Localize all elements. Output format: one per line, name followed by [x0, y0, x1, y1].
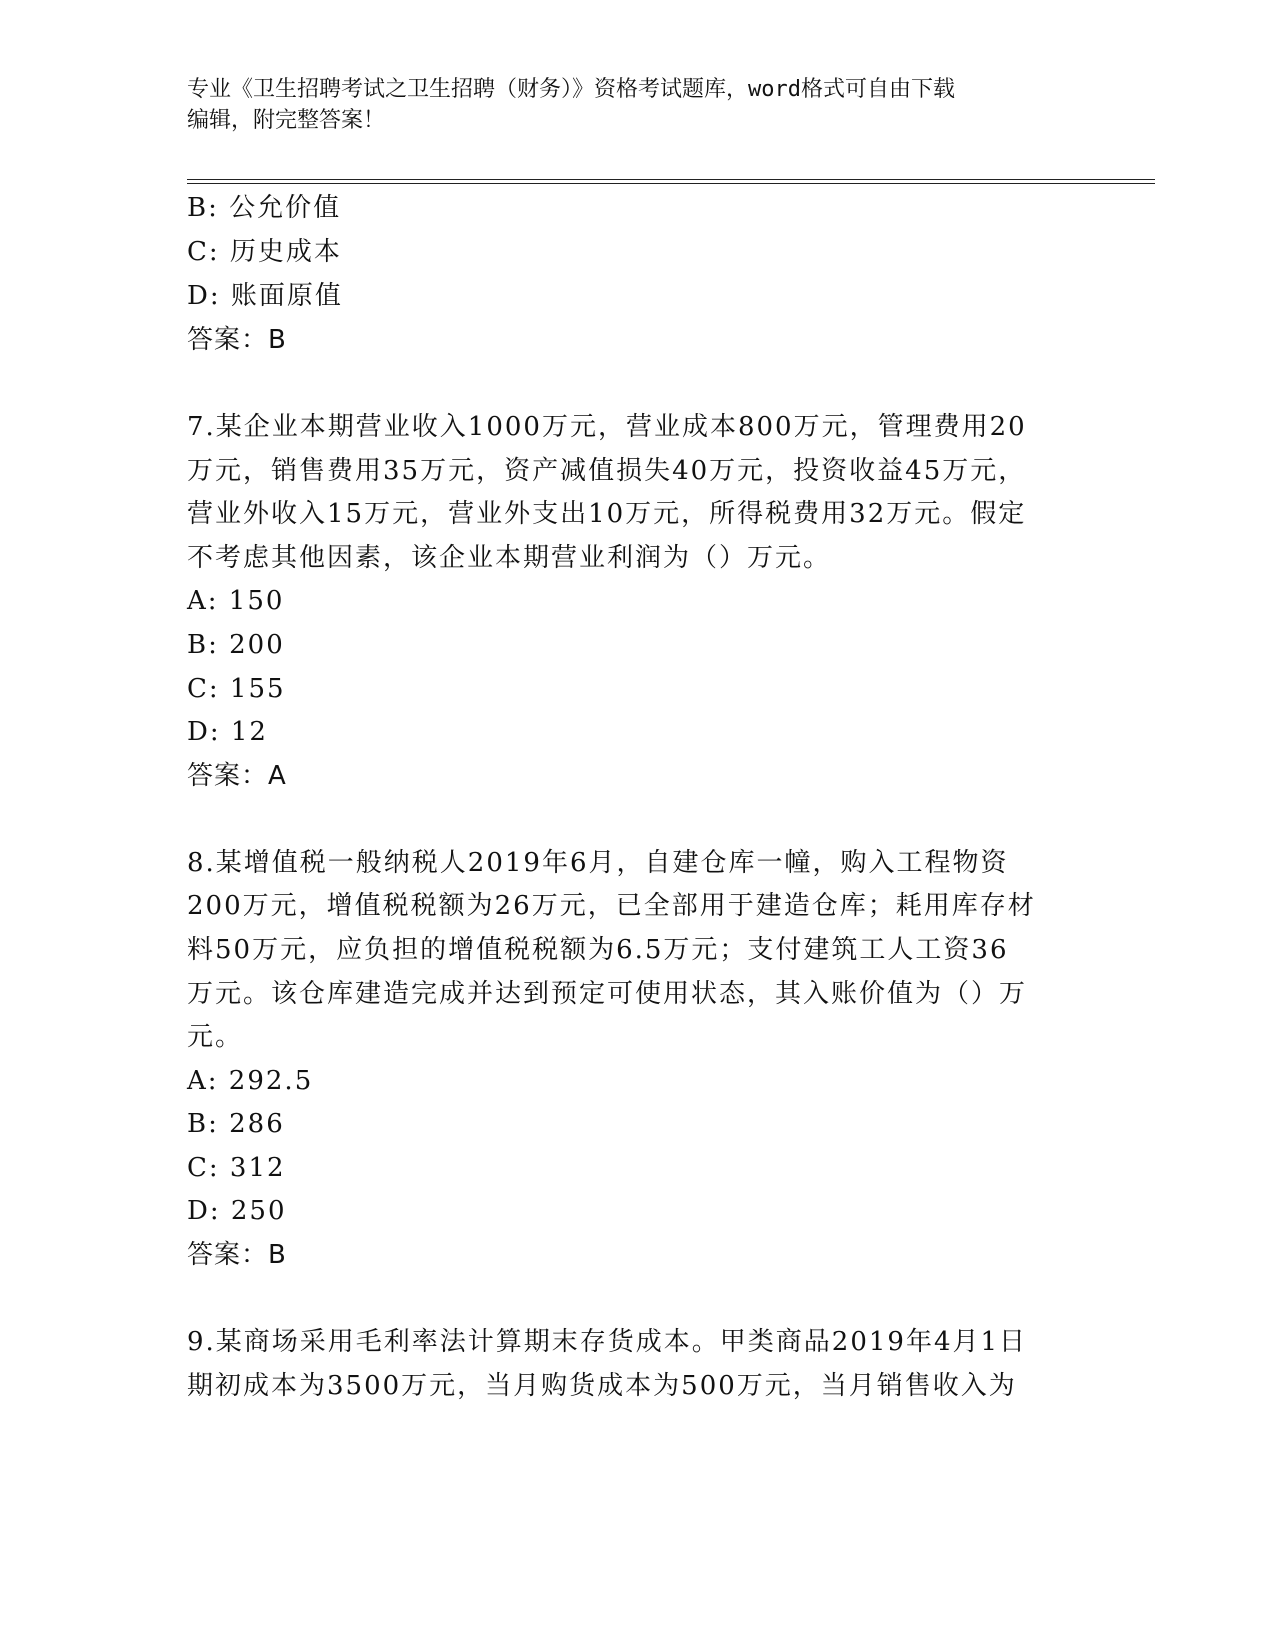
header-divider-top — [187, 179, 1155, 180]
q8-option-b: B: 286 — [187, 1109, 285, 1139]
q8-text-line-1: 8.某增值税一般纳税人2019年6月，自建仓库一幢，购入工程物资 — [187, 848, 1009, 878]
q7-option-b: B: 200 — [187, 630, 285, 660]
q6-option-b: B: 公允价值 — [187, 193, 342, 223]
q8-text-line-3: 料50万元，应负担的增值税税额为6.5万元；支付建筑工人工资36 — [187, 935, 1009, 965]
q8-text-line-4: 万元。该仓库建造完成并达到预定可使用状态，其入账价值为（）万 — [187, 979, 1028, 1009]
q8-option-c: C: 312 — [187, 1153, 286, 1183]
q8-option-a: A: 292.5 — [187, 1066, 314, 1096]
q8-answer: 答案：B — [187, 1240, 287, 1270]
q6-option-d: D: 账面原值 — [187, 281, 343, 311]
q7-text-line-4: 不考虑其他因素，该企业本期营业利润为（）万元。 — [187, 543, 832, 573]
q7-option-a: A: 150 — [187, 586, 285, 616]
q8-text-line-2: 200万元，增值税税额为26万元，已全部用于建造仓库；耗用库存材 — [187, 891, 1036, 921]
q6-option-c: C: 历史成本 — [187, 237, 342, 267]
q6-answer: 答案：B — [187, 325, 287, 355]
q7-answer: 答案：A — [187, 761, 287, 791]
header-line-1: 专业《卫生招聘考试之卫生招聘（财务）》资格考试题库，word格式可自由下载 — [187, 77, 955, 102]
q7-option-d: D: 12 — [187, 717, 268, 747]
q8-text-line-5: 元。 — [187, 1022, 244, 1052]
header-divider-bottom — [187, 183, 1155, 184]
q8-option-d: D: 250 — [187, 1196, 287, 1226]
q9-text-line-2: 期初成本为3500万元，当月购货成本为500万元，当月销售收入为 — [187, 1371, 1017, 1401]
q7-text-line-1: 7.某企业本期营业收入1000万元，营业成本800万元，管理费用20 — [187, 412, 1027, 442]
q7-text-line-3: 营业外收入15万元，营业外支出10万元，所得税费用32万元。假定 — [187, 499, 1027, 529]
header-line-2: 编辑，附完整答案！ — [187, 108, 386, 133]
q7-option-c: C: 155 — [187, 674, 286, 704]
document-header — [187, 74, 1067, 136]
q9-text-line-1: 9.某商场采用毛利率法计算期末存货成本。甲类商品2019年4月1日 — [187, 1327, 1028, 1357]
q7-text-line-2: 万元，销售费用35万元，资产减值损失40万元，投资收益45万元， — [187, 456, 1027, 486]
